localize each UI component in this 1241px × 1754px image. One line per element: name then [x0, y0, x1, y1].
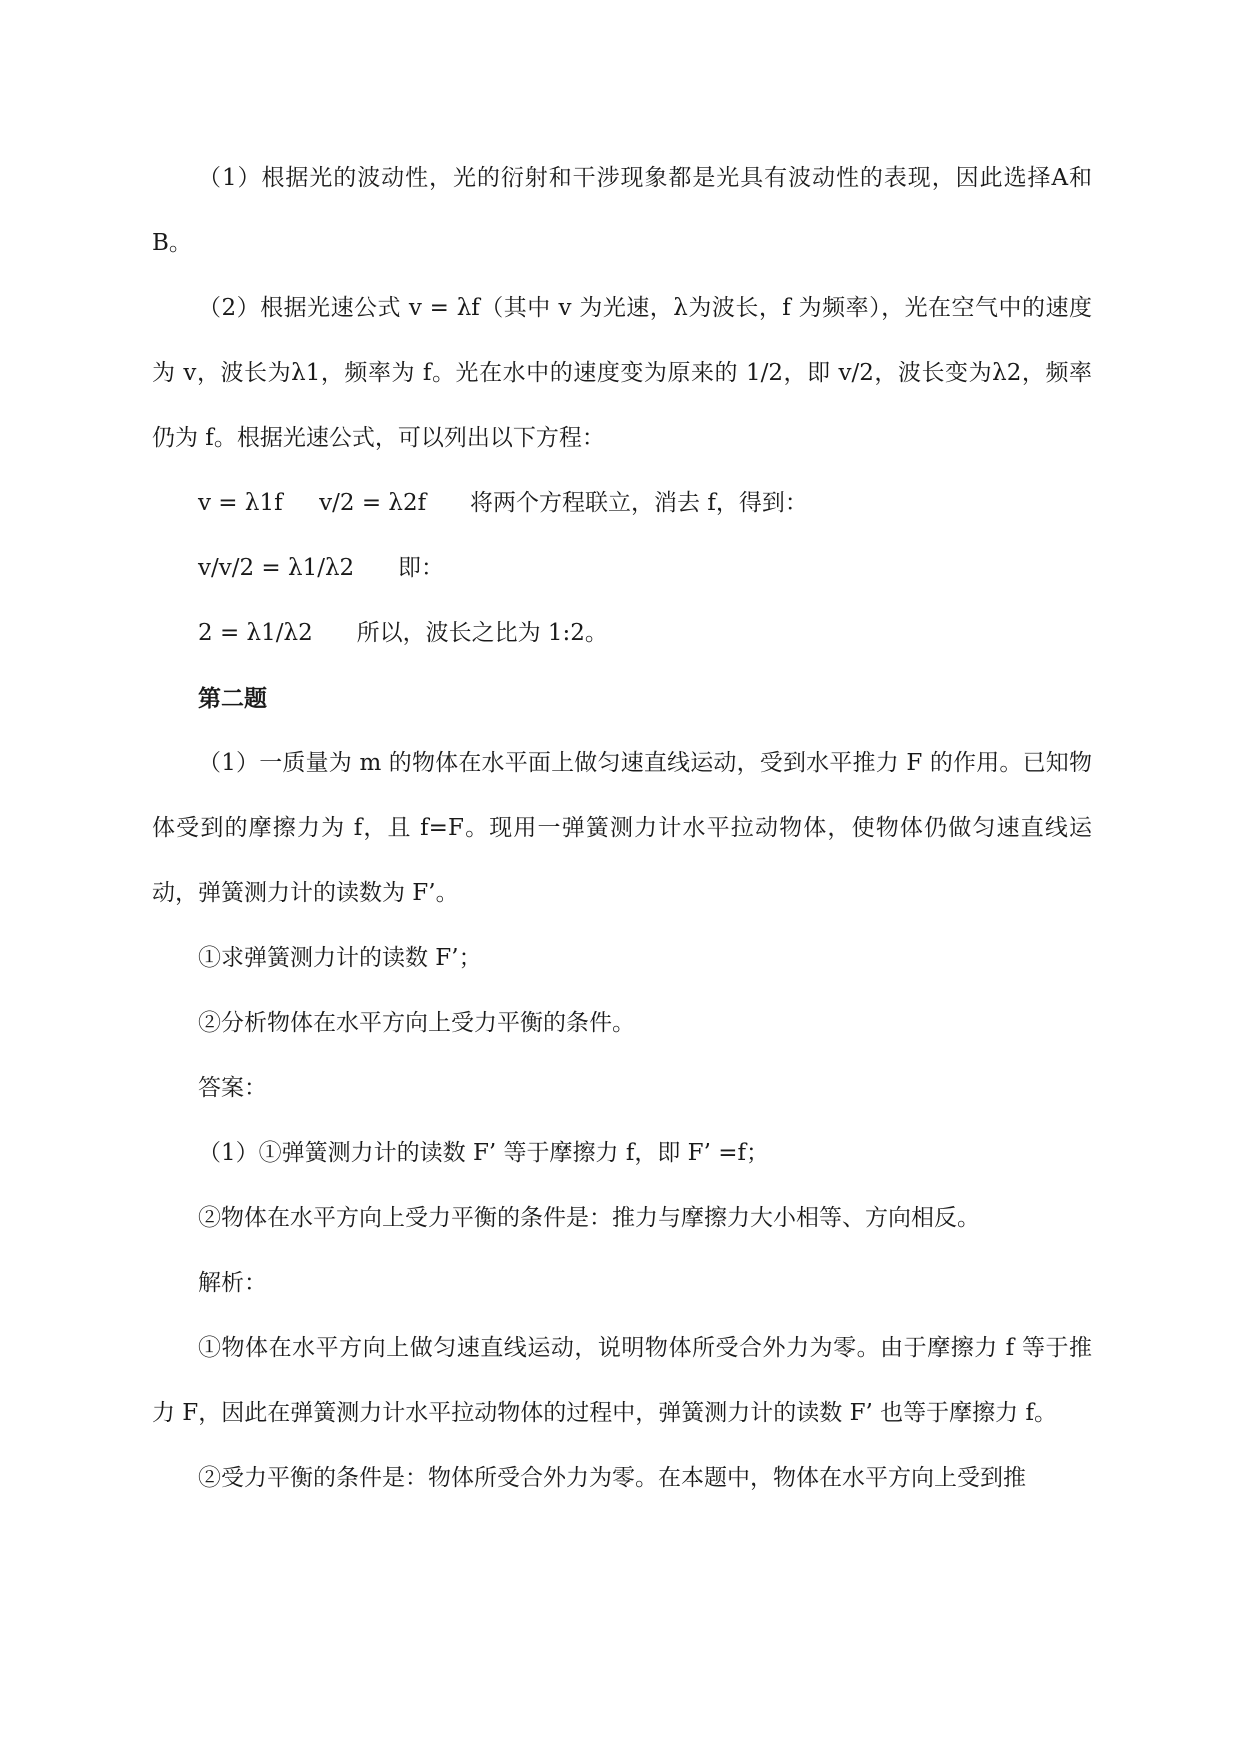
- equation-line-1: v = λ1f v/2 = λ2f 将两个方程联立，消去 f，得到：: [198, 490, 808, 516]
- question-stem: （1）一质量为 m 的物体在水平面上做匀速直线运动，受到水平推力 F 的作用。已知物体受到的摩擦力为 f，且 f=F。现用一弹簧测力计水平拉动物体，使物体仍做匀速直线运动，弹簧测力计的读数为 F’。: [152, 750, 1092, 906]
- answer-line-1: （1）①弹簧测力计的读数 F’ 等于摩擦力 f，即 F’ =f；: [198, 1140, 770, 1166]
- sub-question-2: ②分析物体在水平方向上受力平衡的条件。: [198, 1010, 635, 1036]
- answer-paragraph-1: （1）根据光的波动性，光的衍射和干涉现象都是光具有波动性的表现，因此选择A和B。: [152, 165, 1092, 256]
- answer-label: 答案：: [198, 1075, 267, 1101]
- equation-line-2: v/v/2 = λ1/λ2 即：: [198, 555, 445, 581]
- analysis-paragraph-1: ①物体在水平方向上做匀速直线运动，说明物体所受合外力为零。由于摩擦力 f 等于推力 F，因此在弹簧测力计水平拉动物体的过程中，弹簧测力计的读数 F’ 也等于摩擦力 f。: [152, 1335, 1092, 1426]
- document-page: [152, 146, 1092, 1511]
- sub-question-1: ①求弹簧测力计的读数 F’；: [198, 945, 482, 971]
- analysis-paragraph-2: ②受力平衡的条件是：物体所受合外力为零。在本题中，物体在水平方向上受到推: [198, 1465, 1026, 1491]
- answer-line-2: ②物体在水平方向上受力平衡的条件是：推力与摩擦力大小相等、方向相反。: [198, 1205, 980, 1231]
- equation-line-3: 2 = λ1/λ2 所以，波长之比为 1:2。: [198, 620, 608, 646]
- section-heading: 第二题: [198, 685, 267, 712]
- answer-paragraph-2: （2）根据光速公式 v = λf（其中 v 为光速，λ为波长，f 为频率），光在空气中的速度为 v，波长为λ1，频率为 f。光在水中的速度变为原来的 1/2，即 v/2，波长变为λ2，频率仍为 f。根据光速公式，可以列出以下方程：: [152, 295, 1092, 451]
- analysis-label: 解析：: [198, 1270, 267, 1296]
